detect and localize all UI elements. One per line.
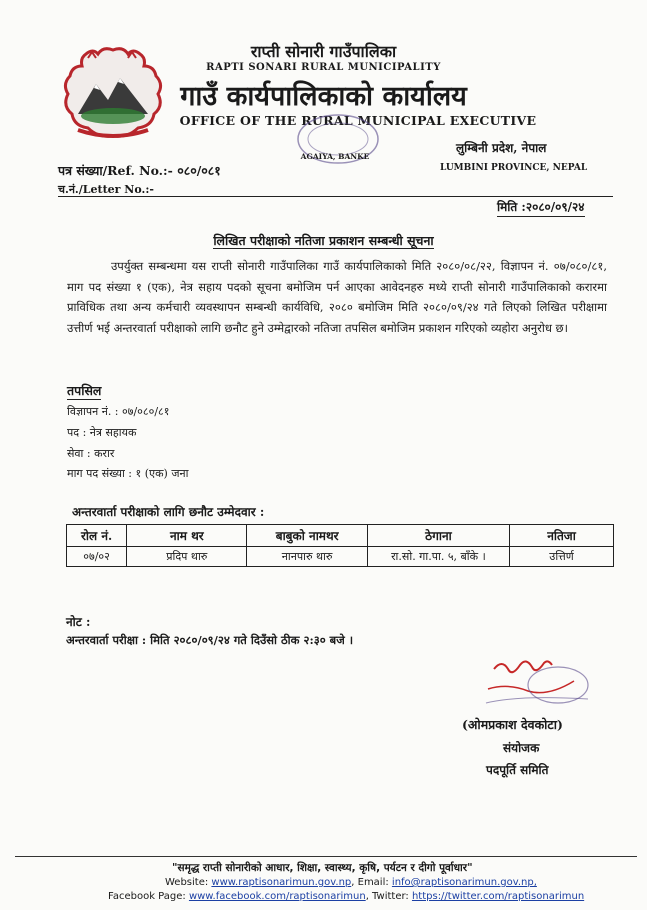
ref-number: पत्र संख्या/Ref. No.:- ०८०/०८१: [58, 163, 221, 178]
municipality-name-en: RAPTI SONARI RURAL MUNICIPALITY: [206, 62, 441, 73]
col-name: नाम थर: [127, 525, 247, 547]
col-result: नतिजा: [510, 525, 614, 547]
cell-father-name: नानपारु थारु: [247, 547, 367, 567]
facebook-link[interactable]: www.facebook.com/raptisonarimun: [188, 891, 366, 902]
details-heading: तपसिल: [67, 383, 102, 398]
footer-contact: [165, 877, 537, 888]
detail-service: सेवा : करार: [67, 447, 115, 460]
twitter-label: , Twitter:: [365, 891, 412, 902]
note-heading: नोट :: [66, 615, 91, 629]
office-name-np: गाउँ कार्यपालिकाको कार्यालय: [180, 81, 467, 112]
detail-advertisement-no: विज्ञापन नं. : ०७/०८०/८१: [67, 405, 170, 418]
note-text: अन्तरवार्ता परीक्षा : मिति २०८०/०९/२४ गते दिउँसो ठीक २:३० बजे ।: [66, 633, 354, 647]
email-link[interactable]: info@raptisonarimun.gov.np,: [391, 877, 537, 888]
table-header-row: [67, 525, 614, 547]
letter-date: मिति :२०८०/०९/२४: [497, 198, 585, 217]
footer-social: [108, 891, 584, 902]
col-address: ठेगाना: [367, 525, 509, 547]
footer-slogan: "समृद्ध राप्ती सोनारीको आधार, शिक्षा, स्वास्थ्य, कृषि, पर्यटन र दीगो पूर्वाधार": [172, 862, 473, 874]
handwritten-signature-icon: [478, 655, 593, 713]
results-table: [66, 524, 614, 567]
letter-number: च.नं./Letter No.:-: [58, 183, 154, 196]
col-roll-no: रोल नं.: [67, 525, 127, 547]
office-location: AGAIYA, BANKE: [300, 152, 370, 161]
facebook-label: Facebook Page:: [108, 891, 189, 902]
municipality-name-np: राप्ती सोनारी गाउँपालिका: [250, 42, 397, 61]
footer-divider: [15, 856, 637, 857]
cell-roll-no: ०७/०२: [67, 547, 127, 567]
cell-name: प्रदिप थारु: [127, 547, 247, 567]
detail-post: पद : नेत्र सहायक: [67, 426, 137, 439]
candidates-heading: अन्तरवार्ता परीक्षाको लागि छनौट उम्मेदवार :: [72, 505, 265, 519]
table-row: [67, 547, 614, 567]
province-en: LUMBINI PROVINCE, NEPAL: [440, 163, 588, 173]
notice-subject: [0, 232, 647, 249]
subject-text: लिखित परीक्षाको नतिजा प्रकाशन सम्बन्धी सूचना: [213, 233, 434, 248]
office-name-en: OFFICE OF THE RURAL MUNICIPAL EXECUTIVE: [179, 113, 537, 128]
signatory-name: (ओमप्रकाश देवकोटा): [462, 717, 563, 732]
header-divider: [58, 196, 613, 197]
col-father-name: बाबुको नामथर: [247, 525, 367, 547]
website-label: Website:: [165, 877, 212, 888]
website-link[interactable]: www.raptisonarimun.gov.np: [211, 877, 352, 888]
cell-result: उत्तिर्ण: [510, 547, 614, 567]
signatory-committee: पदपूर्ति समिति: [486, 763, 549, 777]
detail-post-count: माग पद संख्या : १ (एक) जना: [67, 467, 189, 480]
province-np: लुम्बिनी प्रदेश, नेपाल: [456, 141, 547, 155]
email-label: , Email:: [351, 877, 392, 888]
signatory-role: संयोजक: [503, 741, 540, 755]
cell-address: रा.सो. गा.पा. ५, बाँके ।: [367, 547, 509, 567]
notice-body: उपर्युक्त सम्बन्धमा यस राप्ती सोनारी गाउँपालिका गाउँ कार्यपालिकाको मिति २०८०/०८/२२, विज्ञापन नं. ०७/०८०/८१, माग पद संख्या १ (एक), नेत्र सहाय पदको सूचना बमोजिम पर्न आएका आवेदनहरु मध्ये राप्ती सोनारी गाउँपालिकाको करारमा प्राविधिक तथा अन्य कर्मचारी व्यवस्थापन सम्बन्धी कार्यविधि, २०८० बमोजिम मिति २०८०/०९/२४ गते लिएको लिखित परीक्षामा उत्तीर्ण भई अन्तरवार्ता परीक्षाको लागि छनौट हुने उम्मेद्वारको नतिजा तपसिल बमोजिम प्रकाशन गरिएको व्यहोरा अनुरोध छ।: [67, 259, 607, 335]
twitter-link[interactable]: https://twitter.com/raptisonarimun: [411, 891, 585, 902]
